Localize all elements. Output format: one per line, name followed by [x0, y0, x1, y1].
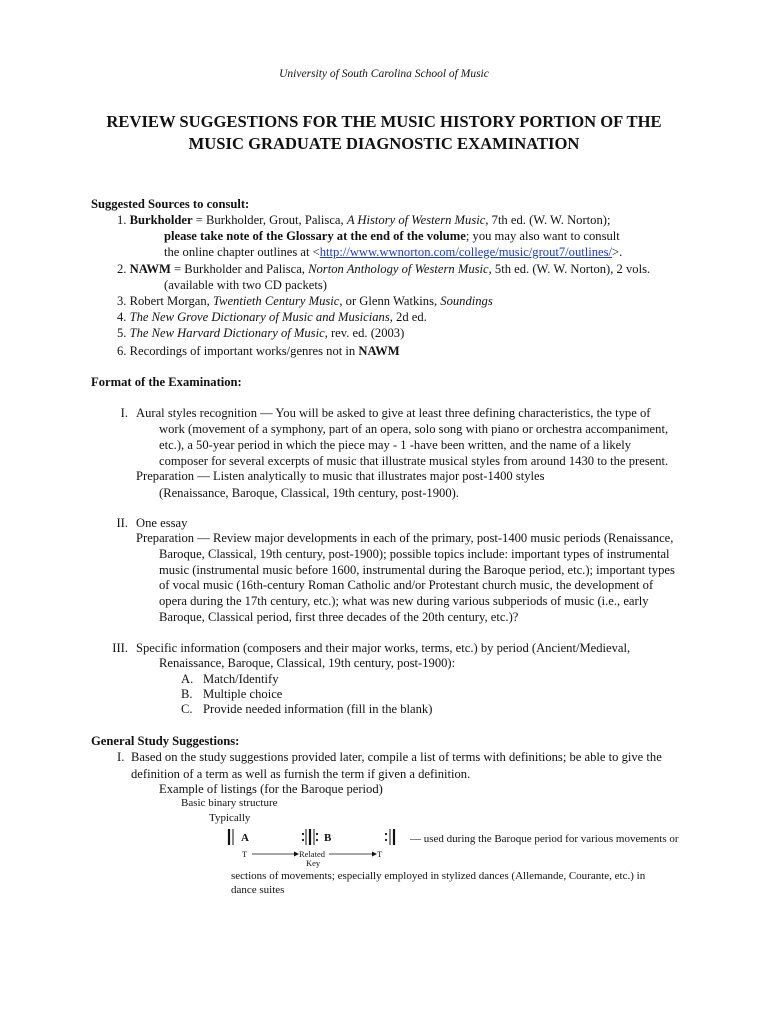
aural-line-1: Aural styles recognition — You will be asked to give at least three defining characteristics, the type of	[136, 406, 651, 420]
source-book-title: A History of Western Music	[346, 213, 486, 227]
format-numeral-II: II.	[116, 516, 128, 530]
aural-line-3: etc.), a 50-year period in which the piece may - 1 -have been written, and the name of a likely	[159, 438, 632, 452]
diagram-section-B: B	[324, 832, 332, 844]
glossary-note: please take note of the Glossary at the end of the volume	[164, 229, 466, 243]
aural-line-2: work (movement of a symphony, part of an opera, solo song with piano or orchestra accompaniment,	[159, 422, 669, 436]
sub-item-match-identify: Match/Identify	[203, 672, 279, 686]
source-edition: , 7th ed. (W. W. Norton);	[485, 213, 611, 227]
source-1-note	[164, 228, 620, 244]
essay-line-1: One essay	[136, 516, 188, 530]
repeat-dot	[316, 833, 318, 835]
diagram-section-A: A	[241, 832, 249, 844]
source-alt-author: , or Glenn Watkins,	[339, 294, 441, 308]
repeat-dot	[385, 833, 387, 835]
essay-prep-line-2: Baroque, Classical, 19th century, post-1900); possible topics include: important types of instrumental	[159, 547, 670, 561]
study-numeral-I: I.	[117, 750, 125, 764]
source-item-5	[117, 325, 404, 341]
institution-header: University of South Carolina School of Music	[279, 68, 489, 80]
aural-prep-line-2: (Renaissance, Baroque, Classical, 19th century, post-1900).	[159, 486, 459, 500]
source-1-online	[164, 244, 622, 260]
definition-line-2: sections of movements; especially employed in stylized dances (Allemande, Courante, etc.) in	[231, 870, 646, 882]
source-number: 5.	[117, 326, 127, 340]
term-typically: Typically	[209, 812, 251, 824]
aural-line-4: composer for several excerpts of music that illustrate musical styles from around 1430 to the present.	[159, 454, 669, 468]
source-alt-book-title: Soundings	[440, 294, 493, 308]
source-book-title: Twentieth Century Music	[212, 294, 340, 308]
diagram-related: Related	[299, 849, 325, 859]
source-book-title: The New Grove Dictionary of Music and Musicians	[129, 310, 390, 324]
specific-line-1: Specific information (composers and their major works, terms, etc.) by period (Ancient/Medieval,	[136, 641, 631, 655]
outlines-link[interactable]: http://www.wwnorton.com/college/music/grout7/outlines/	[319, 245, 613, 259]
source-item-2	[117, 261, 650, 277]
diagram-tonic-start: T	[242, 849, 248, 859]
source-number: 4.	[117, 310, 127, 324]
definition-line-3: dance suites	[231, 884, 285, 896]
sub-item-multiple-choice: Multiple choice	[203, 687, 283, 701]
source-authors: Burkholder and Palisca,	[184, 262, 309, 276]
essay-prep-line-5: opera during the 17th century, etc.); what was new during various subperiods of music (i.e., early	[159, 594, 649, 608]
source-item-3	[117, 293, 493, 309]
sources-heading: Suggested Sources to consult:	[91, 197, 250, 211]
sub-letter-B: B.	[181, 687, 193, 701]
repeat-dot	[316, 839, 318, 841]
repeat-dot	[302, 839, 304, 841]
essay-prep-line-1: Preparation — Review major developments in each of the primary, post-1400 music periods (Renaissance,	[136, 531, 674, 545]
specific-line-2: Renaissance, Baroque, Classical, 19th century, post-1900):	[159, 656, 456, 670]
online-outlines-end: >.	[612, 245, 623, 259]
source-2-note: (available with two CD packets)	[164, 278, 327, 292]
example-heading: Example of listings (for the Baroque period)	[159, 782, 383, 796]
online-outlines-text: the online chapter outlines at <	[164, 245, 320, 259]
source-abbreviation: Burkholder	[129, 213, 193, 227]
source-number: 3.	[117, 294, 127, 308]
definition-line-1: — used during the Baroque period for various movements or	[410, 833, 679, 845]
source-edition: , 5th ed. (W. W. Norton), 2 vols.	[488, 262, 651, 276]
source-item-6	[117, 343, 400, 359]
source-authors: Burkholder, Grout, Palisca,	[206, 213, 347, 227]
essay-prep-line-4: of vocal music (16th-century Roman Catholic and/or Protestant church music, the development of	[159, 578, 654, 592]
term-binary-structure: Basic binary structure	[181, 797, 278, 809]
essay-prep-line-6: Baroque, Classical period, first three decades of the 20th century, etc.)?	[159, 610, 519, 624]
source-equals: =	[192, 213, 206, 227]
format-numeral-III: III.	[112, 641, 128, 655]
source-book-title: The New Harvard Dictionary of Music	[129, 326, 325, 340]
format-heading: Format of the Examination:	[91, 375, 242, 389]
source-edition: , rev. ed. (2003)	[324, 326, 405, 340]
study-line-1: Based on the study suggestions provided later, compile a list of terms with definitions; be able to give the	[131, 750, 662, 764]
source-book-title: Norton Anthology of Western Music	[308, 262, 489, 276]
source-abbreviation: NAWM	[129, 262, 171, 276]
page-title-line-1: REVIEW SUGGESTIONS FOR THE MUSIC HISTORY PORTION OF THE	[106, 112, 662, 131]
source-abbreviation: NAWM	[358, 344, 400, 358]
source-item-1	[117, 212, 610, 228]
source-edition: , 2d ed.	[389, 310, 427, 324]
format-numeral-I: I.	[120, 406, 128, 420]
glossary-note-rest: ; you may also want to consult	[465, 229, 620, 243]
repeat-dot	[302, 833, 304, 835]
source-number: 6.	[117, 344, 127, 358]
essay-prep-line-3: music (instrumental music before 1600, instrumental during the Baroque period, etc.); important types	[159, 563, 675, 577]
page-title-line-2: MUSIC GRADUATE DIAGNOSTIC EXAMINATION	[188, 134, 580, 153]
study-line-2: definition of a term as well as furnish the term if given a definition.	[131, 767, 471, 781]
source-author: Robert Morgan,	[129, 294, 213, 308]
source-number: 1.	[117, 213, 127, 227]
sub-letter-A: A.	[181, 672, 194, 686]
aural-prep-line-1: Preparation — Listen analytically to music that illustrates major post-1400 styles	[136, 469, 545, 483]
sub-letter-C: C.	[181, 702, 193, 716]
study-heading: General Study Suggestions:	[91, 734, 240, 748]
source-equals: =	[170, 262, 185, 276]
sub-item-fill-in: Provide needed information (fill in the blank)	[203, 702, 433, 716]
source-item-4	[117, 309, 427, 325]
source-text: Recordings of important works/genres not in	[129, 344, 359, 358]
diagram-key: Key	[306, 858, 321, 868]
source-number: 2.	[117, 262, 127, 276]
diagram-tonic-end: T	[377, 849, 383, 859]
repeat-dot	[385, 839, 387, 841]
